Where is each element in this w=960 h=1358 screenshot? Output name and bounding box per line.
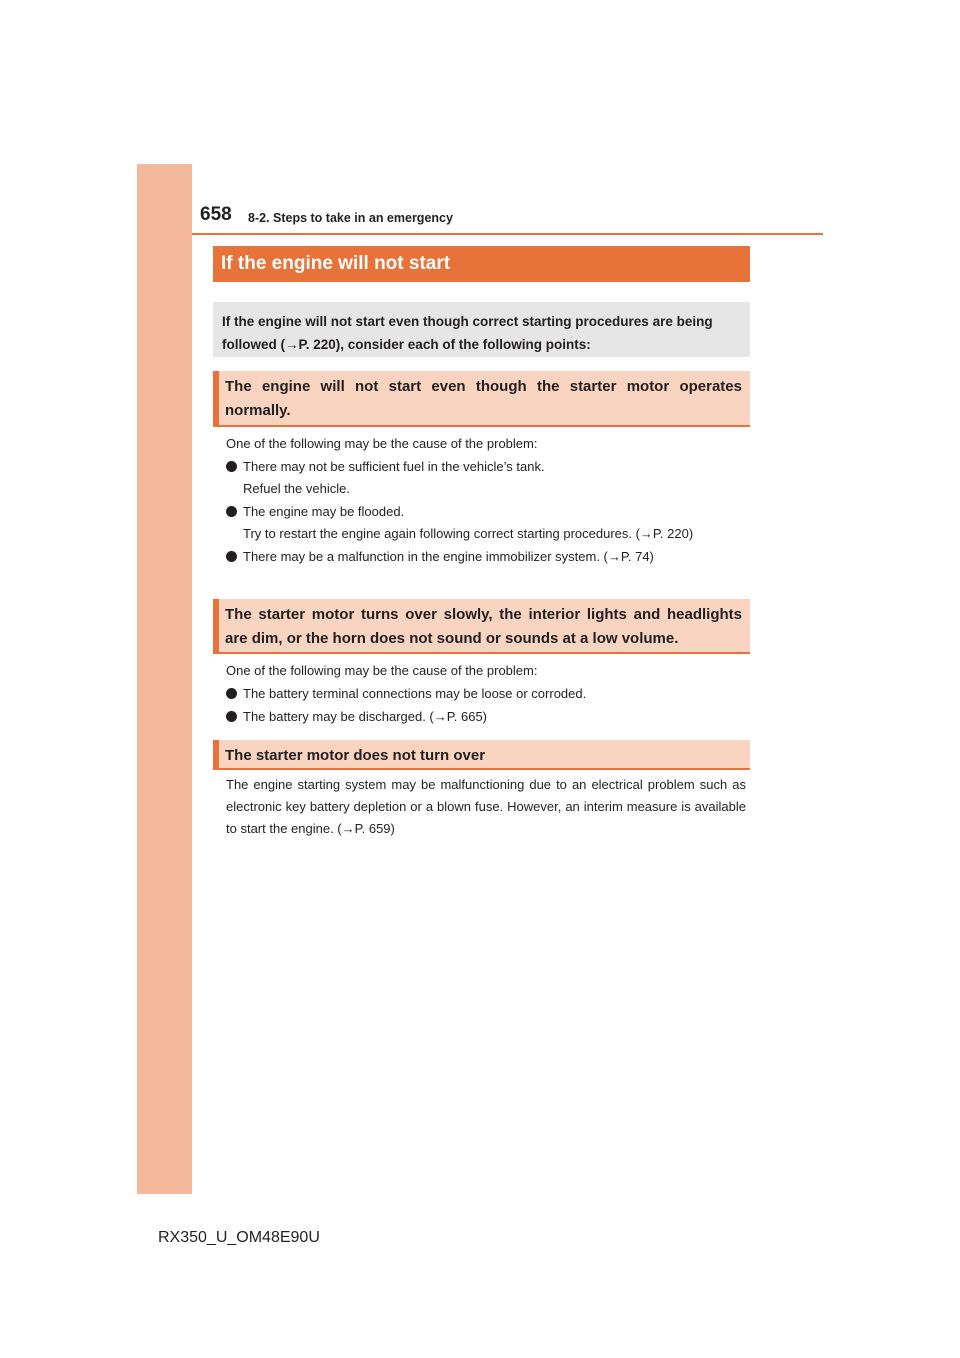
page-number: 658 (200, 204, 232, 225)
list-item (226, 501, 746, 545)
section-body-1 (226, 433, 746, 568)
list-item-text: The engine may be flooded. (243, 504, 405, 519)
section-paragraph: The engine starting system may be malfunctioning due to an electrical problem such as electronic key battery depletion or a blown fuse. However, an interim measure is available to start the engine. (→P. 659) (226, 777, 746, 836)
bullet-icon (226, 461, 237, 472)
list-item (226, 706, 746, 728)
page-title: If the engine will not start (213, 246, 750, 282)
header-rule (192, 233, 823, 235)
section-heading-1: The engine will not start even though the starter motor operates normally. (213, 371, 750, 427)
list-item (226, 683, 746, 705)
document-code-footer: RX350_U_OM48E90U (158, 1229, 320, 1246)
list-item-text: There may be a malfunction in the engine immobilizer system. (→P. 74) (243, 549, 654, 564)
side-tab-bar (137, 164, 192, 1194)
section-body-3 (226, 774, 746, 840)
bullet-icon (226, 688, 237, 699)
list-item (226, 546, 746, 568)
list-item (226, 456, 746, 500)
bullet-icon (226, 506, 237, 517)
list-item-text: The battery may be discharged. (→P. 665) (243, 709, 487, 724)
list-item-text: The battery terminal connections may be loose or corroded. (243, 686, 587, 701)
section-lead: One of the following may be the cause of the problem: (226, 663, 538, 678)
bullet-icon (226, 551, 237, 562)
list-item-text: There may not be sufficient fuel in the vehicle’s tank. (243, 459, 545, 474)
section-lead: One of the following may be the cause of the problem: (226, 436, 538, 451)
intro-box: If the engine will not start even though correct starting procedures are being followed (→P. 220), consider each of the following points: (213, 302, 750, 357)
bullet-icon (226, 711, 237, 722)
list-item-subtext: Refuel the vehicle. (243, 481, 350, 496)
section-heading-2: The starter motor turns over slowly, the interior lights and headlights are dim, or the horn does not sound or sounds at a low volume. (213, 599, 750, 654)
section-reference: 8-2. Steps to take in an emergency (248, 211, 453, 225)
section-body-2 (226, 660, 746, 728)
list-item-subtext: Try to restart the engine again following correct starting procedures. (→P. 220) (243, 526, 694, 541)
section-heading-3: The starter motor does not turn over (213, 740, 750, 770)
